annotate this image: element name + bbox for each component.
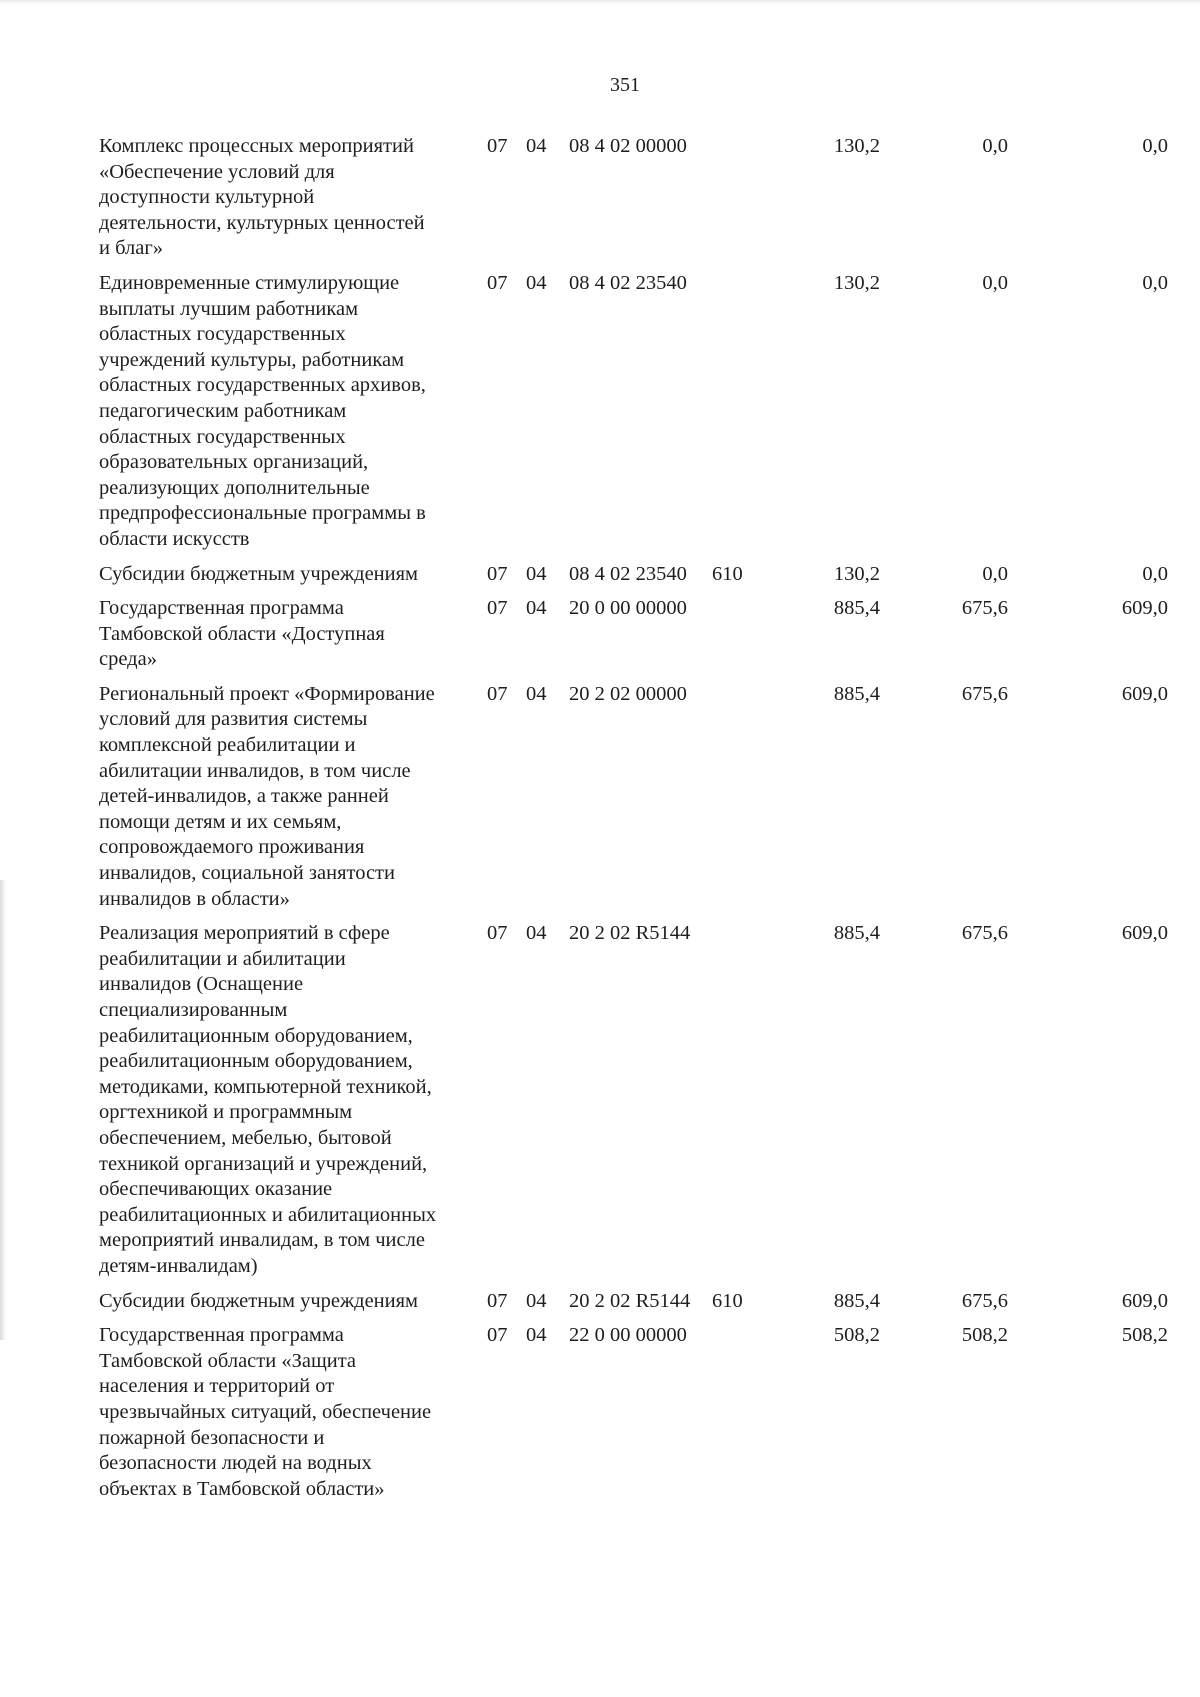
table-row	[99, 562, 1169, 588]
page-number: 351	[610, 74, 640, 96]
row-amount-year1: 885,4	[833, 682, 880, 705]
row-subsection-code: 04	[526, 682, 547, 705]
row-section-code: 07	[487, 597, 508, 620]
row-amount-year3: 609,0	[1121, 922, 1168, 945]
row-amount-year1: 130,2	[833, 135, 880, 157]
row-subsection-code: 04	[526, 562, 547, 585]
row-target-article: 08 4 02 23540	[569, 562, 687, 585]
scan-shadow-top	[0, 0, 1200, 4]
row-amount-year2: 675,6	[961, 682, 1008, 705]
row-subsection-code: 04	[526, 597, 547, 620]
row-name: Комплекс процессных мероприятий «Обеспечение условий для доступности культурной деятельности, культурных ценностей и благ»	[99, 135, 425, 260]
row-expense-type: 610	[712, 1289, 743, 1312]
row-subsection-code: 04	[526, 135, 547, 157]
row-subsection-code: 04	[526, 1289, 547, 1312]
row-expense-type	[712, 921, 772, 1279]
row-name: Реализация мероприятий в сфере реабилитации и абилитации инвалидов (Оснащение специализированным реабилитационным оборудованием, реабилитационным оборудованием, методиками, компьютерной техникой, оргтехникой и программным обеспечением, мебелью, бытовой техникой организаций и учреждений, обеспечивающих оказание реабилитационных и абилитационных мероприятий инвалидам, в том числе детям-инвалидам)	[99, 922, 437, 1277]
row-section-code: 07	[487, 135, 508, 157]
table-row	[99, 596, 1169, 673]
row-amount-year3: 0,0	[1142, 562, 1168, 585]
row-amount-year2: 0,0	[982, 135, 1008, 157]
row-expense-type: 610	[712, 562, 743, 585]
row-name: Государственная программа Тамбовской области «Доступная среда»	[99, 597, 385, 671]
row-amount-year1: 130,2	[833, 562, 880, 585]
row-amount-year1: 885,4	[833, 597, 880, 620]
table-row	[99, 682, 1169, 912]
row-section-code: 07	[487, 922, 508, 945]
row-name: Субсидии бюджетным учреждениям	[99, 1289, 419, 1312]
budget-table	[99, 134, 1169, 1511]
row-name: Единовременные стимулирующие выплаты лучшим работникам областных государственных учреждений культуры, работникам областных государственных архивов, педагогическим работникам областных государственных образовательных организаций, реализующих дополнительные предпрофессиональные программы в области искусств	[99, 271, 426, 550]
row-target-article: 08 4 02 23540	[569, 271, 687, 294]
table-row	[99, 1289, 1169, 1315]
row-amount-year2: 675,6	[961, 1289, 1008, 1312]
row-target-article: 08 4 02 00000	[569, 135, 687, 157]
row-section-code: 07	[487, 1324, 508, 1347]
row-expense-type	[712, 134, 772, 262]
row-target-article: 20 0 00 00000	[569, 597, 687, 620]
scan-shadow-left	[0, 880, 6, 1340]
row-target-article: 20 2 02 R5144	[569, 922, 691, 945]
row-amount-year3: 609,0	[1121, 1289, 1168, 1312]
table-row	[99, 921, 1169, 1279]
row-subsection-code: 04	[526, 271, 547, 294]
row-amount-year2: 675,6	[961, 597, 1008, 620]
row-section-code: 07	[487, 1289, 508, 1312]
row-subsection-code: 04	[526, 922, 547, 945]
row-section-code: 07	[487, 682, 508, 705]
row-expense-type	[712, 596, 772, 673]
row-amount-year2: 508,2	[961, 1324, 1008, 1347]
row-amount-year1: 130,2	[833, 271, 880, 294]
row-amount-year3: 0,0	[1142, 135, 1168, 157]
row-amount-year1: 885,4	[833, 922, 880, 945]
row-name: Государственная программа Тамбовской области «Защита населения и территорий от чрезвычайных ситуаций, обеспечение пожарной безопасности и безопасности людей на водных объектах в Тамбовской области»	[99, 1324, 432, 1500]
row-amount-year1: 508,2	[833, 1324, 880, 1347]
row-target-article: 20 2 02 R5144	[569, 1289, 691, 1312]
row-target-article: 20 2 02 00000	[569, 682, 687, 705]
row-amount-year2: 675,6	[961, 922, 1008, 945]
row-amount-year3: 609,0	[1121, 682, 1168, 705]
row-section-code: 07	[487, 562, 508, 585]
row-target-article: 22 0 00 00000	[569, 1324, 687, 1347]
row-expense-type	[712, 271, 772, 553]
row-amount-year1: 885,4	[833, 1289, 880, 1312]
table-row	[99, 271, 1169, 553]
row-amount-year3: 508,2	[1121, 1324, 1168, 1347]
row-expense-type	[712, 1323, 772, 1502]
table-row	[99, 134, 1169, 262]
row-amount-year2: 0,0	[982, 271, 1008, 294]
row-amount-year3: 609,0	[1121, 597, 1168, 620]
table-row	[99, 1323, 1169, 1502]
row-name: Региональный проект «Формирование условий для развития системы комплексной реабилитации и абилитации инвалидов, в том числе детей-инвалидов, а также ранней помощи детям и их семьям, сопровождаемого проживания инвалидов, социальной занятости инвалидов в области»	[99, 682, 435, 910]
row-section-code: 07	[487, 271, 508, 294]
row-amount-year2: 0,0	[982, 562, 1008, 585]
row-name: Субсидии бюджетным учреждениям	[99, 562, 419, 585]
row-subsection-code: 04	[526, 1324, 547, 1347]
row-amount-year3: 0,0	[1142, 271, 1168, 294]
row-expense-type	[712, 682, 772, 912]
